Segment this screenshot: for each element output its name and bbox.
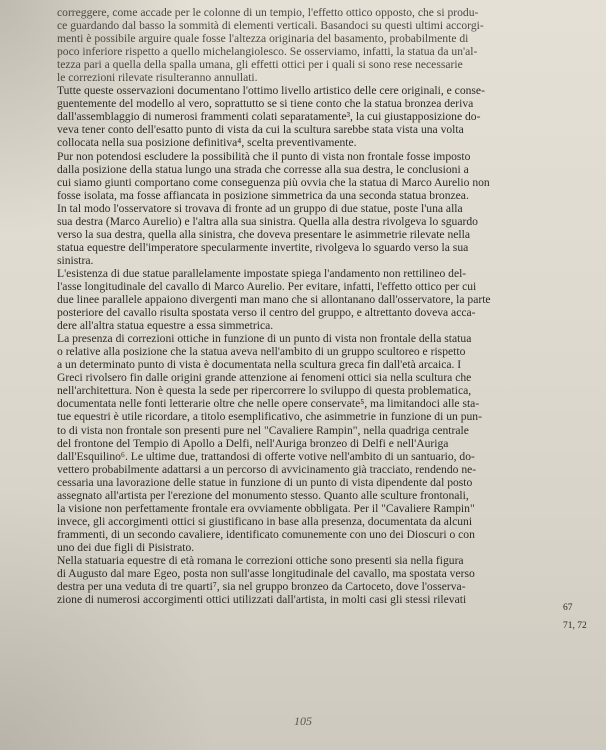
text-line: L'esistenza di due statue parallelamente impostate spiega l'andamento non rettilineo del- — [57, 266, 467, 280]
page-number: 105 — [294, 714, 312, 728]
text-line: sinistra. — [57, 253, 94, 267]
text-line: Pur non potendosi escludere la possibilità che il punto di vista non frontale fosse imposto — [57, 149, 471, 163]
text-line: vettero probabilmente adattarsi a un percorso di avvicinamento già tracciato, rendendo ne- — [57, 462, 477, 476]
text-line: documentata nelle fonti letterarie oltre che nelle opere conservate⁵, ma limitandoci alle sta- — [57, 397, 480, 411]
text-line: zione di numerosi accorgimenti ottici utilizzati dall'artista, in molti casi gli stessi rilevati — [57, 593, 467, 607]
text-line: statua equestre dell'imperatore specularmente invertite, rivolgeva lo sguardo verso la sua — [57, 240, 469, 254]
text-line: dall'Esquilino⁶. Le ultime due, trattandosi di offerte votive nell'ambito di un santuario, do- — [57, 449, 475, 463]
text-line: dall'assemblaggio di numerosi frammenti colati separatamente³, la cui giustapposizione do- — [57, 110, 481, 124]
text-line: o relative alla posizione che la statua aveva nell'ambito di un gruppo scultoreo e rispetto — [57, 345, 466, 359]
text-line: tue equestri è utile ricordare, a titolo esemplificativo, che asimmetrie in funzione di un pun- — [57, 410, 482, 424]
text-line: cessaria una lavorazione delle statue in funzione di un punto di vista dipendente dal posto — [57, 475, 473, 489]
text-line: posteriore del cavallo risulta spostata verso il centro del gruppo, e altrettanto doveva acca- — [57, 306, 476, 320]
text-line: Tutte queste osservazioni documentano l'ottimo livello artistico delle cere originali, e conse- — [57, 84, 485, 98]
text-line: Greci rivolsero fin dalle origini grande attenzione ai fenomeni ottici sia nella scultura che — [57, 371, 472, 385]
text-line: a un determinato punto di vista è documentata nella scultura greca fin dall'età arcaica. I — [57, 358, 462, 372]
text-line: La presenza di correzioni ottiche in funzione di un punto di vista non frontale della statua — [57, 332, 472, 346]
text-line: nell'architettura. Non è questa la sede per ripercorrere lo sviluppo di questa problematica, — [57, 384, 472, 398]
margin-ref-figure-67: 67 — [563, 603, 573, 613]
text-line: correggere, come accade per le colonne di un tempio, l'effetto ottico opposto, che si produ- — [57, 6, 479, 19]
text-line: tezza pari a quella della spalla umana, gli effetti ottici per i quali si sono rese necessarie — [57, 58, 463, 72]
text-line: ce guardando dal basso la sommità di elementi verticali. Basandoci su questi ultimi accorgi- — [57, 19, 484, 33]
text-line: dere all'altra statua equestre a essa simmetrica. — [57, 319, 274, 333]
text-line: dalla posizione della statua lungo una strada che corresse alla sua destra, le conclusioni a — [57, 162, 469, 176]
text-line: veva tener conto dell'esatto punto di vista da cui la scultura sarebbe stata vista una volta — [57, 123, 464, 137]
text-line: frammenti, di un secondo cavaliere, identificato comunemente con uno dei Dioscuri o con — [57, 527, 475, 541]
margin-ref-figures-71-72: 71, 72 — [563, 621, 587, 631]
text-line: sua destra (Marco Aurelio) e l'altra alla sua sinistra. Quella alla destra rivolgeva lo sguardo — [57, 214, 478, 228]
text-line: assegnato all'artista per l'erezione del monumento stesso. Quanto alle sculture frontonali, — [57, 488, 469, 502]
body-text — [57, 6, 557, 606]
text-line: la visione non perfettamente frontale era ovviamente obbligata. Per il "Cavaliere Rampin" — [57, 501, 475, 515]
text-line: del frontone del Tempio di Apollo a Delfi, nell'Auriga bronzeo di Delfi e nell'Auriga — [57, 436, 449, 450]
text-line: l'asse longitudinale del cavallo di Marco Aurelio. Per evitare, infatti, l'effetto ottico per cui — [57, 279, 477, 293]
text-line: to di vista non frontale son presenti pure nel "Cavaliere Rampin", nella quadriga centrale — [57, 423, 469, 437]
text-line: invece, gli accorgimenti ottici si giustificano in base alla presenza, documentata da alcuni — [57, 514, 473, 528]
text-line: menti è possibile arguire quale fosse l'altezza originaria del basamento, probabilmente di — [57, 32, 469, 46]
text-line: fosse isolata, ma fosse affiancata in posizione simmetrica da una seconda statua bronzea. — [57, 188, 469, 202]
text-line: due linee parallele appaiono divergenti man mano che si allontanano dall'osservatore, la parte — [57, 293, 491, 307]
text-line: le correzioni rilevate risulteranno annullati. — [57, 71, 258, 85]
text-line: di Augusto dal mare Egeo, posta non sull'asse longitudinale del cavallo, ma spostata verso — [57, 567, 475, 581]
text-line: poco inferiore rispetto a quello michelangiolesco. Se osserviamo, infatti, la statua da un'al- — [57, 45, 478, 59]
text-line: In tal modo l'osservatore si trovava di fronte ad un gruppo di due statue, poste l'una alla — [57, 201, 463, 215]
text-line: uno dei due figli di Pisistrato. — [57, 540, 195, 554]
text-line: verso la sua destra, quella alla sinistra, che doveva presentare le asimmetrie rilevate nella — [57, 227, 471, 241]
text-line: cui siamo giunti comportano come conseguenza più ovvia che la statua di Marco Aurelio non — [57, 175, 490, 189]
text-line: collocata nella sua posizione definitiva⁴, scelta preventivamente. — [57, 136, 357, 150]
text-line: destra per una veduta di tre quarti⁷, sia nel gruppo bronzeo da Cartoceto, dove l'osserva- — [57, 580, 466, 594]
text-line: guentemente del modello al vero, soprattutto se si tiene conto che la statua bronzea deriva — [57, 97, 474, 111]
text-line: Nella statuaria equestre di età romana le correzioni ottiche sono presenti sia nella figura — [57, 553, 464, 567]
